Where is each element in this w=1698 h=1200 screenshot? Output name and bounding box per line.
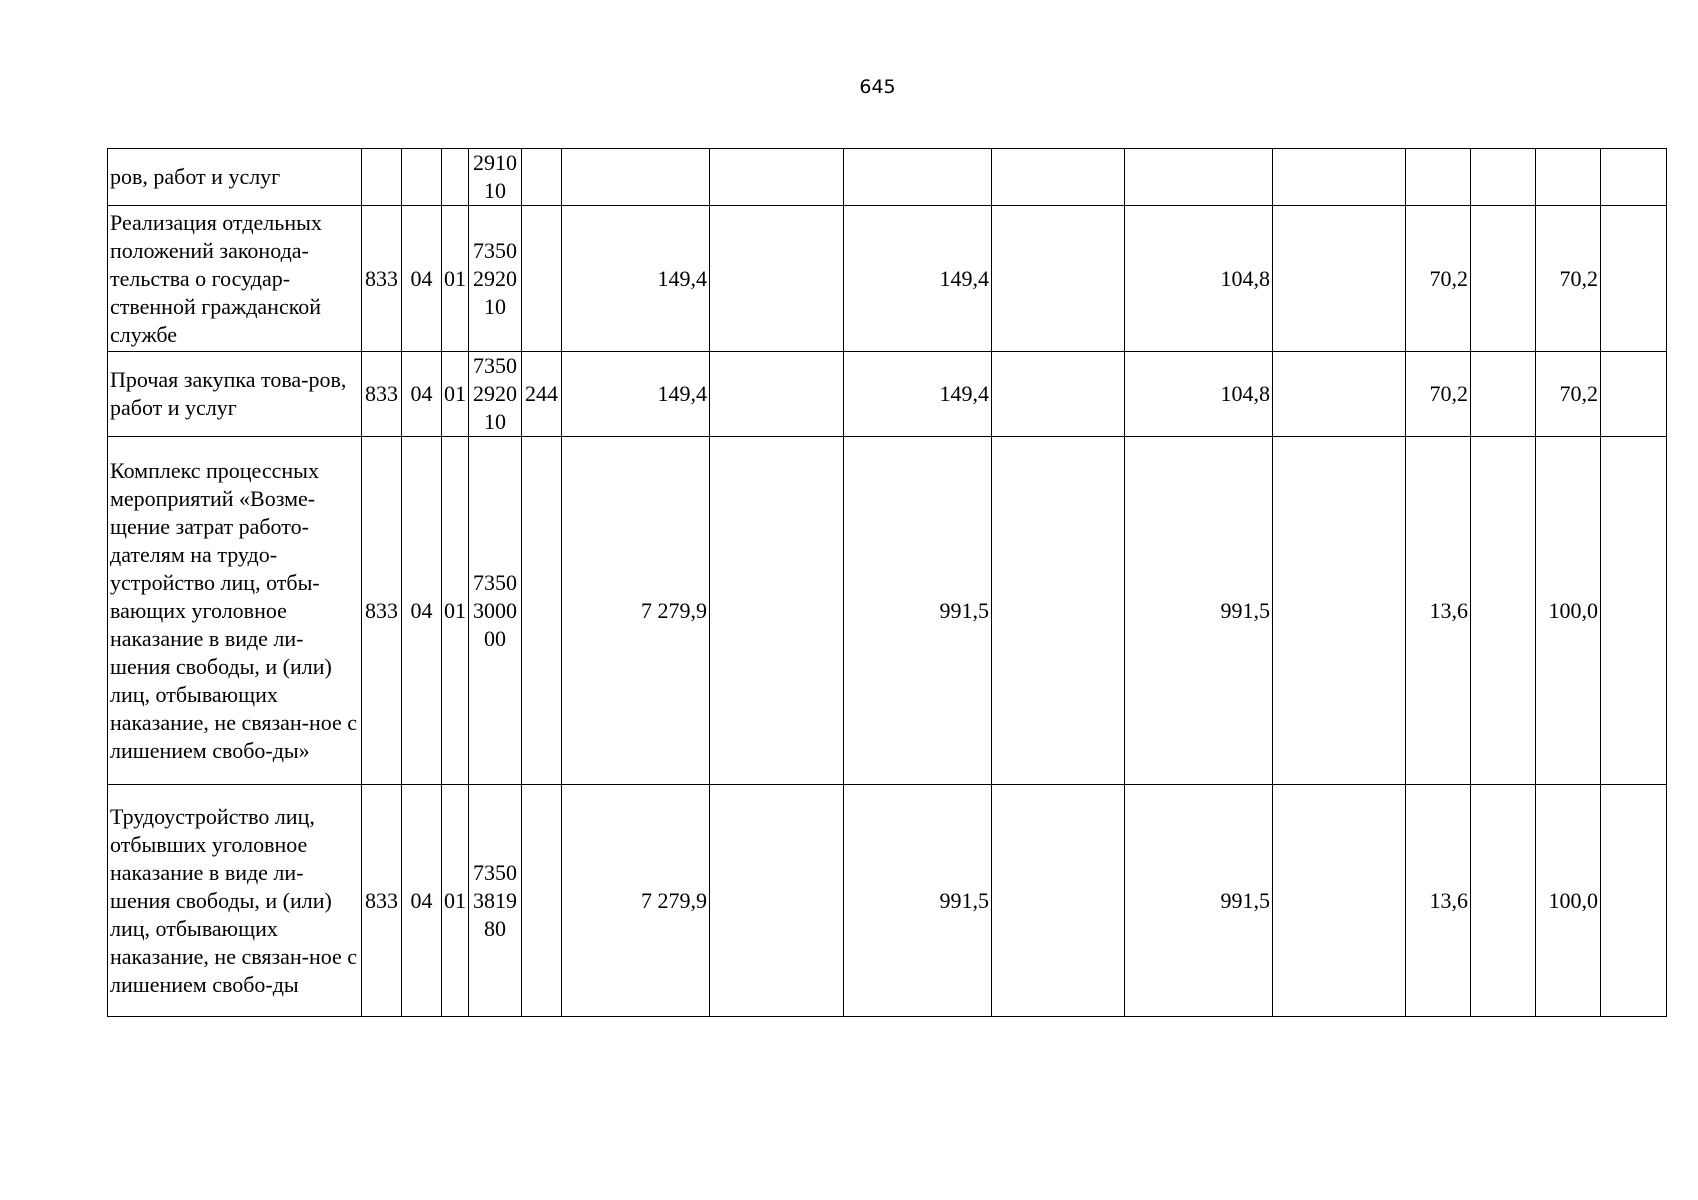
pr-cell: 01 [442,206,469,352]
table-row [108,785,1667,1017]
empty-cell [1471,149,1536,206]
rz-cell: 04 [402,352,442,437]
value-4-cell: 70,2 [1406,352,1471,437]
pr-cell: 01 [442,437,469,785]
empty-cell [992,352,1125,437]
empty-cell [992,149,1125,206]
empty-cell [1273,785,1406,1017]
rz-cell: 04 [402,785,442,1017]
value-3-cell: 991,5 [1125,785,1273,1017]
row-name: ров, работ и услуг [108,149,362,206]
csr-cell: 7350 2920 10 [469,352,522,437]
row-name: Прочая закупка това-ров, работ и услуг [108,352,362,437]
grbs-cell: 833 [362,437,402,785]
value-2-cell: 149,4 [844,206,992,352]
value-4-cell: 13,6 [1406,437,1471,785]
pr-cell: 01 [442,352,469,437]
grbs-cell [362,149,402,206]
budget-table [107,148,1667,1017]
empty-cell [1273,206,1406,352]
value-2-cell: 991,5 [844,437,992,785]
grbs-cell: 833 [362,352,402,437]
value-1-cell: 7 279,9 [562,785,710,1017]
row-name: Реализация отдельных положений законода-тельства о государ-ственной гражданской службе [108,206,362,352]
value-1-cell: 7 279,9 [562,437,710,785]
table-row [108,149,1667,206]
pr-cell: 01 [442,785,469,1017]
value-2-cell: 149,4 [844,352,992,437]
empty-cell [710,352,844,437]
vr-cell [522,785,562,1017]
empty-cell [992,206,1125,352]
csr-cell: 7350 3819 80 [469,785,522,1017]
value-3-cell: 104,8 [1125,352,1273,437]
value-3-cell: 104,8 [1125,206,1273,352]
vr-cell: 244 [522,352,562,437]
csr-cell: 7350 2920 10 [469,206,522,352]
value-5-cell: 100,0 [1536,785,1601,1017]
csr-cell: 2910 10 [469,149,522,206]
value-4-cell [1406,149,1471,206]
vr-cell [522,437,562,785]
grbs-cell: 833 [362,206,402,352]
empty-cell [710,206,844,352]
empty-cell [1273,352,1406,437]
empty-cell [1601,149,1667,206]
value-3-cell [1125,149,1273,206]
pr-cell [442,149,469,206]
rz-cell: 04 [402,206,442,352]
empty-cell [992,437,1125,785]
value-5-cell [1536,149,1601,206]
value-5-cell: 70,2 [1536,206,1601,352]
empty-cell [710,149,844,206]
value-5-cell: 100,0 [1536,437,1601,785]
value-1-cell [562,149,710,206]
empty-cell [1471,785,1536,1017]
empty-cell [710,437,844,785]
row-name: Трудоустройство лиц, отбывших уголовное наказание в виде ли-шения свободы, и (или) лиц, отбывающих наказание, не связан-ное с лишением свобо-ды [108,785,362,1017]
empty-cell [1471,206,1536,352]
rz-cell: 04 [402,437,442,785]
empty-cell [1601,206,1667,352]
empty-cell [1273,149,1406,206]
table-row [108,206,1667,352]
grbs-cell: 833 [362,785,402,1017]
rz-cell [402,149,442,206]
table-row [108,437,1667,785]
empty-cell [1601,785,1667,1017]
value-3-cell: 991,5 [1125,437,1273,785]
empty-cell [710,785,844,1017]
vr-cell [522,206,562,352]
value-4-cell: 13,6 [1406,785,1471,1017]
value-2-cell [844,149,992,206]
empty-cell [1601,437,1667,785]
value-1-cell: 149,4 [562,352,710,437]
table-row [108,352,1667,437]
csr-cell: 7350 3000 00 [469,437,522,785]
value-4-cell: 70,2 [1406,206,1471,352]
value-1-cell: 149,4 [562,206,710,352]
empty-cell [1601,352,1667,437]
empty-cell [1273,437,1406,785]
value-2-cell: 991,5 [844,785,992,1017]
empty-cell [1471,352,1536,437]
vr-cell [522,149,562,206]
empty-cell [1471,437,1536,785]
page-number: 645 [859,76,896,98]
empty-cell [992,785,1125,1017]
row-name: Комплекс процессных мероприятий «Возме-щение затрат работо-дателям на трудо-устройство лиц, отбы-вающих уголовное наказание в виде ли-шения свободы, и (или) лиц, отбывающих наказание, не связан-ное с лишением свобо-ды» [108,437,362,785]
value-5-cell: 70,2 [1536,352,1601,437]
